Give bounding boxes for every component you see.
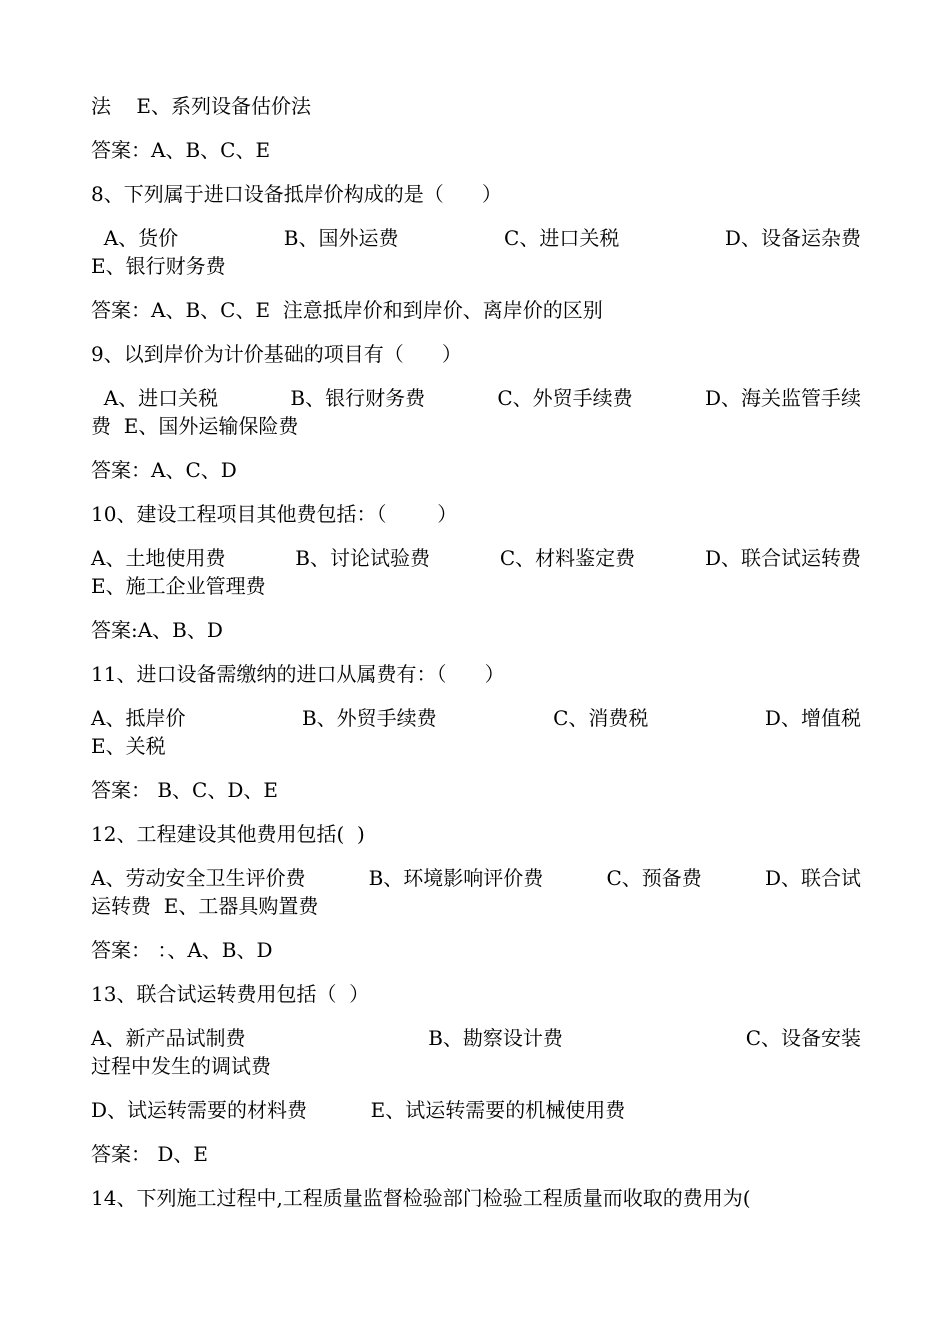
option-c: C、预备费 bbox=[606, 866, 702, 890]
answer-8: 答案：A、B、C、E 注意抵岸价和到岸价、离岸价的区别 bbox=[91, 298, 603, 322]
option-c: C、进口关税 bbox=[504, 226, 620, 250]
option-e: E、银行财务费 bbox=[91, 254, 226, 278]
document-page bbox=[91, 92, 861, 1212]
options-row bbox=[91, 384, 861, 412]
answer-9: 答案：A、C、D bbox=[91, 458, 237, 482]
option-b: B、环境影响评价费 bbox=[368, 866, 544, 890]
question-8: 8、下列属于进口设备抵岸价构成的是（ ） bbox=[91, 182, 502, 206]
option-d: D、联合试运转费 bbox=[704, 546, 861, 570]
option-d: D、海关监管手续 bbox=[704, 386, 861, 410]
options-row bbox=[91, 864, 861, 892]
option-d: D、联合试 bbox=[764, 866, 861, 890]
option-a: A、土地使用费 bbox=[91, 546, 226, 570]
question-11: 11、进口设备需缴纳的进口从属费有：（ ） bbox=[91, 662, 505, 686]
answer-12: 答案： ：、A、B、D bbox=[91, 938, 273, 962]
text-line: 法 E、系列设备估价法 bbox=[91, 94, 312, 118]
option-d: D、设备运杂费 bbox=[724, 226, 861, 250]
option-b: B、银行财务费 bbox=[290, 386, 426, 410]
question-8-options bbox=[91, 224, 861, 280]
options-de: D、试运转需要的材料费 E、试运转需要的机械使用费 bbox=[91, 1098, 626, 1122]
option-c: C、材料鉴定费 bbox=[499, 546, 636, 570]
question-9-options bbox=[91, 384, 861, 440]
option-b: B、讨论试验费 bbox=[295, 546, 430, 570]
option-b: B、国外运费 bbox=[283, 226, 399, 250]
option-c: C、设备安装 bbox=[745, 1026, 861, 1050]
answer-13: 答案： D、E bbox=[91, 1142, 208, 1166]
question-10: 10、建设工程项目其他费包括：（ ） bbox=[91, 502, 458, 526]
option-e: E、施工企业管理费 bbox=[91, 574, 266, 598]
question-12: 12、工程建设其他费用包括( ) bbox=[91, 822, 365, 846]
options-row bbox=[91, 704, 861, 732]
question-13-options bbox=[91, 1024, 861, 1080]
option-a: A、抵岸价 bbox=[91, 706, 186, 730]
options-row bbox=[91, 544, 861, 572]
question-12-options bbox=[91, 864, 861, 920]
option-b: B、勘察设计费 bbox=[428, 1026, 563, 1050]
option-a: A、进口关税 bbox=[91, 386, 219, 410]
option-e: 运转费 E、工器具购置费 bbox=[91, 894, 319, 918]
option-e: 费 E、国外运输保险费 bbox=[91, 414, 299, 438]
option-b: B、外贸手续费 bbox=[301, 706, 437, 730]
option-a: A、劳动安全卫生评价费 bbox=[91, 866, 306, 890]
question-11-options bbox=[91, 704, 861, 760]
answer-line: 答案：A、B、C、E bbox=[91, 138, 271, 162]
question-13: 13、联合试运转费用包括（ ） bbox=[91, 982, 370, 1006]
option-d: D、增值税 bbox=[764, 706, 861, 730]
options-row bbox=[91, 224, 861, 252]
answer-11: 答案： B、C、D、E bbox=[91, 778, 278, 802]
option-a: A、新产品试制费 bbox=[91, 1026, 246, 1050]
question-10-options bbox=[91, 544, 861, 600]
answer-10: 答案:A、B、D bbox=[91, 618, 223, 642]
question-9: 9、以到岸价为计价基础的项目有（ ） bbox=[91, 342, 462, 366]
option-c: C、外贸手续费 bbox=[497, 386, 633, 410]
options-row bbox=[91, 1024, 861, 1052]
option-a: A、货价 bbox=[91, 226, 179, 250]
option-c-continued: 过程中发生的调试费 bbox=[91, 1054, 271, 1078]
question-14: 14、下列施工过程中,工程质量监督检验部门检验工程质量而收取的费用为( bbox=[91, 1186, 751, 1210]
option-e: E、关税 bbox=[91, 734, 166, 758]
option-c: C、消费税 bbox=[553, 706, 649, 730]
